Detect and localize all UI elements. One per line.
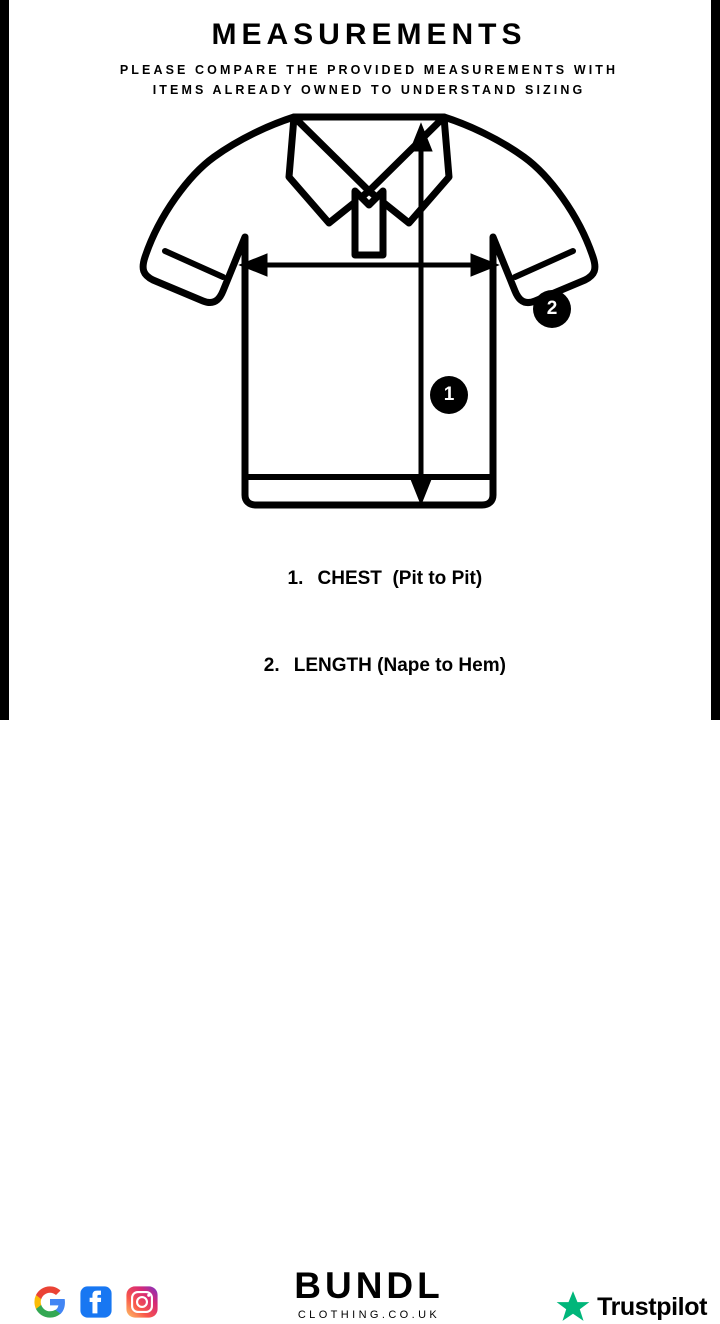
footer: [9, 630, 720, 1321]
measurement-badge-1: 1: [430, 376, 468, 414]
brand-name: BUNDL: [294, 1265, 444, 1306]
legend-item-chest-number: 1.: [287, 568, 304, 589]
header: [9, 18, 720, 100]
legend-item-length-name: LENGTH: [293, 655, 372, 676]
legend-item-length-detail: (Nape to Hem): [377, 655, 506, 676]
legend-item-chest: [9, 535, 720, 622]
polo-shirt-diagram: [119, 105, 619, 515]
trustpilot-star-icon: [556, 1290, 590, 1324]
measurement-badge-2: 2: [533, 290, 571, 328]
brand-domain: CLOTHING.CO.UK: [297, 1309, 441, 1321]
trustpilot-badge[interactable]: [556, 1290, 707, 1324]
header-subtitle: [49, 60, 689, 100]
header-subtitle-line-2: ITEMS ALREADY OWNED TO UNDERSTAND SIZING: [152, 83, 586, 97]
legend-item-chest-detail: (Pit to Pit): [392, 568, 483, 589]
header-subtitle-line-1: PLEASE COMPARE THE PROVIDED MEASUREMENTS WITH: [119, 63, 619, 77]
trustpilot-label: Trustpilot: [597, 1292, 707, 1321]
page-title: MEASUREMENTS: [211, 18, 527, 51]
legend-item-chest-name: CHEST: [317, 568, 382, 589]
legend-item-length-number: 2.: [263, 655, 280, 676]
